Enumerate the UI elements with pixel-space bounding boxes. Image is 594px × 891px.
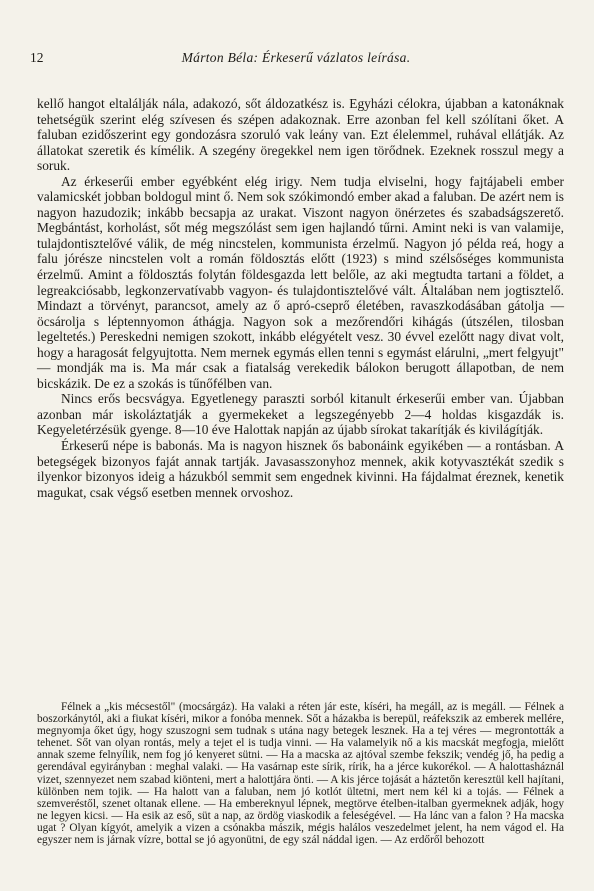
main-text <box>37 96 564 500</box>
paragraph-1: kellő hangot eltalálják nála, adakozó, sőt áldozatkész is. Egyházi célokra, újabban a katonáknak tehetségük szerint elég szívesen és szépen adakoznak. Erre azonban fel kell szólítani őket. A faluban ezidőszerint egy gondozásra szoruló vak leány van. Ezt élelemmel, ruhával ellátják. Az állatokat szeretik és kímélik. A szegény öregekkel nem igen törődnek. Ezeknek rosszul megy a soruk. <box>37 96 564 174</box>
page-number: 12 <box>30 50 44 65</box>
paragraph-3: Nincs erős becsvágya. Egyetlenegy paraszti sorból kitanult érkeserűi ember van. Újabban azonban már iskoláztatják a gyermekeket a legszegényebb 2—4 holdas kisgazdák is. Kegyeletérzésük gyenge. 8—10 éve Halottak napján az újabb sírokat takarítják és kivilágítják. <box>37 391 564 438</box>
paragraph-4: Érkeserű népe is babonás. Ma is nagyon hisznek ős babonáink egyikében — a rontásban. A betegségek bizonyos faját annak tartják. Javasasszonyhoz mennek, akik kotyvasztékát szedik s ilyenkor bizonyos ideig a házukból semmit sem engednek kivinni. Ha fájdalmat éreznek, kenetik magukat, csak végső esetben mennek orvoshoz. <box>37 438 564 500</box>
paragraph-2: Az érkeserűi ember egyébként elég irigy. Nem tudja elviselni, hogy fajtájabeli ember valamicskét jobban boldogul mint ő. Nem sok szókimondó ember akad a faluban. De azért nem is nagyon hazudozik; inkább becsapja az urakat. Viszont nagyon önérzetes és szabadságszerető. Megbántást, korholást, sőt még megszólást sem igen hajlandó tűrni. Amint neki is van valamije, tulajdontisztelővé válik, de még nincstelen, kommunista érzelmű. Nagyon jó példa reá, hogy a falu jórésze nincstelen volt a román földosztás előtt (1923) s mind szélsőséges kommunista érzelmű. Amint a földosztás folytán földesgazda lett belőle, az aki megtudta tartani a földet, a legreakciósabb, legkonzervatívabb vagyon- és tulajdontisztelővé vált. Általában nem jogtisztelő. Mindazt a törvényt, parancsot, amely az ő apró-cseprő életében, ravaszkodásában gátolja — öcsárolja s léptennyomon áthágja. Nagyon sok a mezőrendőri kihágás (útszélen, tilosban legeltetés.) Pereskedni nemigen szokott, inkább elégyételt vesz. 30 évvel ezelőtt nagy divat volt, hogy a haragosát felgyujtotta. Nem mernek egymás ellen tenni s egymást elárulni, „mert felgyujt" — mondják ma is. Ma már csak a fiatalság verekedik bálokon berugott állapotban, de nem bicskázik. De ez a szokás is tűnőfélben van. <box>37 173 564 391</box>
running-title: Márton Béla: Érkeserű vázlatos leírása. <box>181 50 411 65</box>
small-print-paragraph: Félnek a „kis mécsestől" (mocsárgáz). Ha valaki a réten jár este, kíséri, ha megáll, az is megáll. — Félnek a boszorkánytól, aki a fiukat kíséri, mikor a fonóba mennek. Sőt a házakba is berepül, reáfekszik az emberek mellére, megnyomja őket úgy, hogy szuszogni sem tudnak s utána nagy betegek lesznek. Ha a tej véres — megrontották a tehenet. Sőt van olyan rontás, mely a tejet el is tudja vinni. — Ha valamelyik nő a kis macskát megfogja, mielőtt annak szeme felnyílik, nem fog jó kenyeret sütni. — Ha a macska az ajtóval szembe fekszik; vendég jő, ha pedig a gerendával egyirányban : meghal valaki. — Ha vasárnap este sírik, rírik, ha a jérce kukorékol. — A halottasháznál vizet, szennyezet nem szabad kiönteni, mert a halottjára önti. — A kis jérce tojását a háztetőn keresztül kell hajítani, különben nem tojik. — Ha halott van a faluban, nem jó kotlót ültetni, mert nem kél ki a tojás. — Félnek a szemveréstől, szenet oltanak ellene. — Ha embereknyul lépnek, megtörve ételben-italban gyermeknek adják, hogy ne legyen kicsi. — Ha esik az eső, süt a nap, az ördög viaskodik a feleségével. — Ha lánc van a falon ? Ha macska ugat ? Olyan kígyót, amelyik a vizen a csónakba mászik, mégis halálos veszedelmet jelent, ha nem vágod el. Ha egyszer nem is járnak vízre, bottal se jó agyonütni, de egy szál náddal igen. — Az erdőről behozott <box>37 701 564 847</box>
small-print-section <box>37 701 564 846</box>
